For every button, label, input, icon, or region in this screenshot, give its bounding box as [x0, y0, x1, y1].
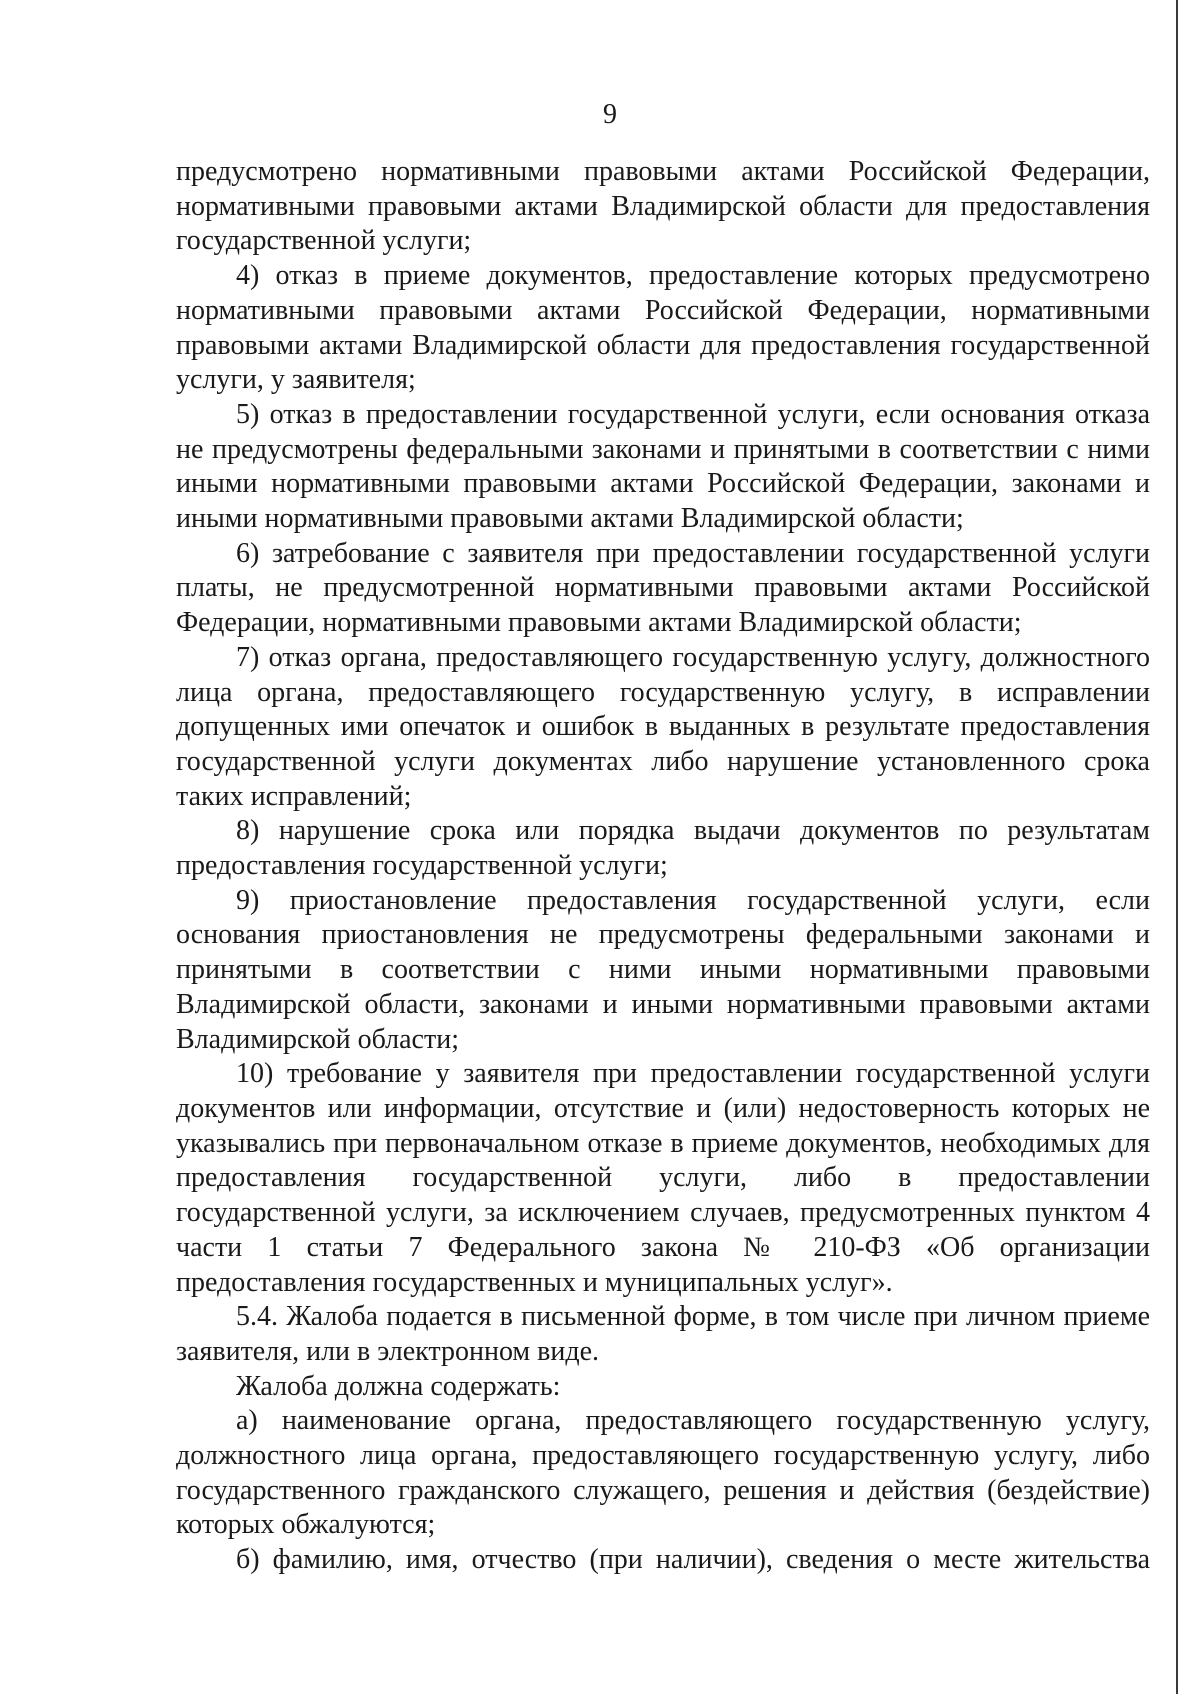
paragraph-item-4: 4) отказ в приеме документов, предоставление которых предусмотрено нормативными правовыми актами Российской Федерации, нормативными правовыми актами Владимирской области для предоставления государственной услуги, у заявителя;	[176, 260, 1150, 396]
paragraph-item-10: 10) требование у заявителя при предоставлении государственной услуги документов или информации, отсутствие и (или) недостоверность которых не указывались при первоначальном отказе в приеме документов, необходимых для предоставления государственной услуги, либо в предоставлении государственной услуги, за исключением случаев, предусмотренных пунктом 4 части 1 статьи 7 Федерального закона № 210-ФЗ «Об организации предоставления государственных и муниципальных услуг».	[176, 1058, 1150, 1298]
paragraph-item-b: б) фамилию, имя, отчество (при наличии), сведения о месте жительства	[236, 1544, 1150, 1576]
document-body	[176, 155, 1150, 1578]
paragraph-item-9: 9) приостановление предоставления государственной услуги, если основания приостановления не предусмотрены федеральными законами и принятыми в соответствии с ними иными нормативными правовыми Владимирской области, законами и иными нормативными правовыми актами Владимирской области;	[176, 884, 1150, 1055]
paragraph-section-5-4: 5.4. Жалоба подается в письменной форме, в том числе при личном приеме заявителя, или в электронном виде.	[176, 1301, 1150, 1367]
paragraph-complaint-contents-intro: Жалоба должна содержать:	[236, 1370, 561, 1402]
paragraph-item-5: 5) отказ в предоставлении государственной услуги, если основания отказа не предусмотрены федеральными законами и принятыми в соответствии с ними иными нормативными правовыми актами Российской Федерации, законами и иными нормативными правовыми актами Владимирской области;	[176, 398, 1150, 535]
paragraph-item-8: 8) нарушение срока или порядка выдачи документов по результатам предоставления государственной услуги;	[176, 815, 1150, 882]
paragraph-item-7: 7) отказ органа, предоставляющего государственную услугу, должностного лица органа, предоставляющего государственную услугу, в исправлении допущенных ими опечаток и ошибок в выданных в результате предоставления государственной услуги документах либо нарушение установленного срока таких исправлений;	[176, 641, 1150, 812]
paragraph-continuation: предусмотрено нормативными правовыми актами Российской Федерации, нормативными правовыми актами Владимирской области для предоставления государственной услуги;	[176, 156, 1150, 257]
scan-edge-line	[1176, 0, 1178, 1694]
page-number: 9	[603, 99, 617, 130]
paragraph-item-6: 6) затребование с заявителя при предоставлении государственной услуги платы, не предусмотренной нормативными правовыми актами Российской Федерации, нормативными правовыми актами Владимирской области;	[176, 537, 1150, 639]
paragraph-item-a: а) наименование органа, предоставляющего государственную услугу, должностного лица органа, предоставляющего государственную услугу, либо государственного гражданского служащего, решения и действия (бездействие) которых обжалуются;	[176, 1405, 1150, 1541]
